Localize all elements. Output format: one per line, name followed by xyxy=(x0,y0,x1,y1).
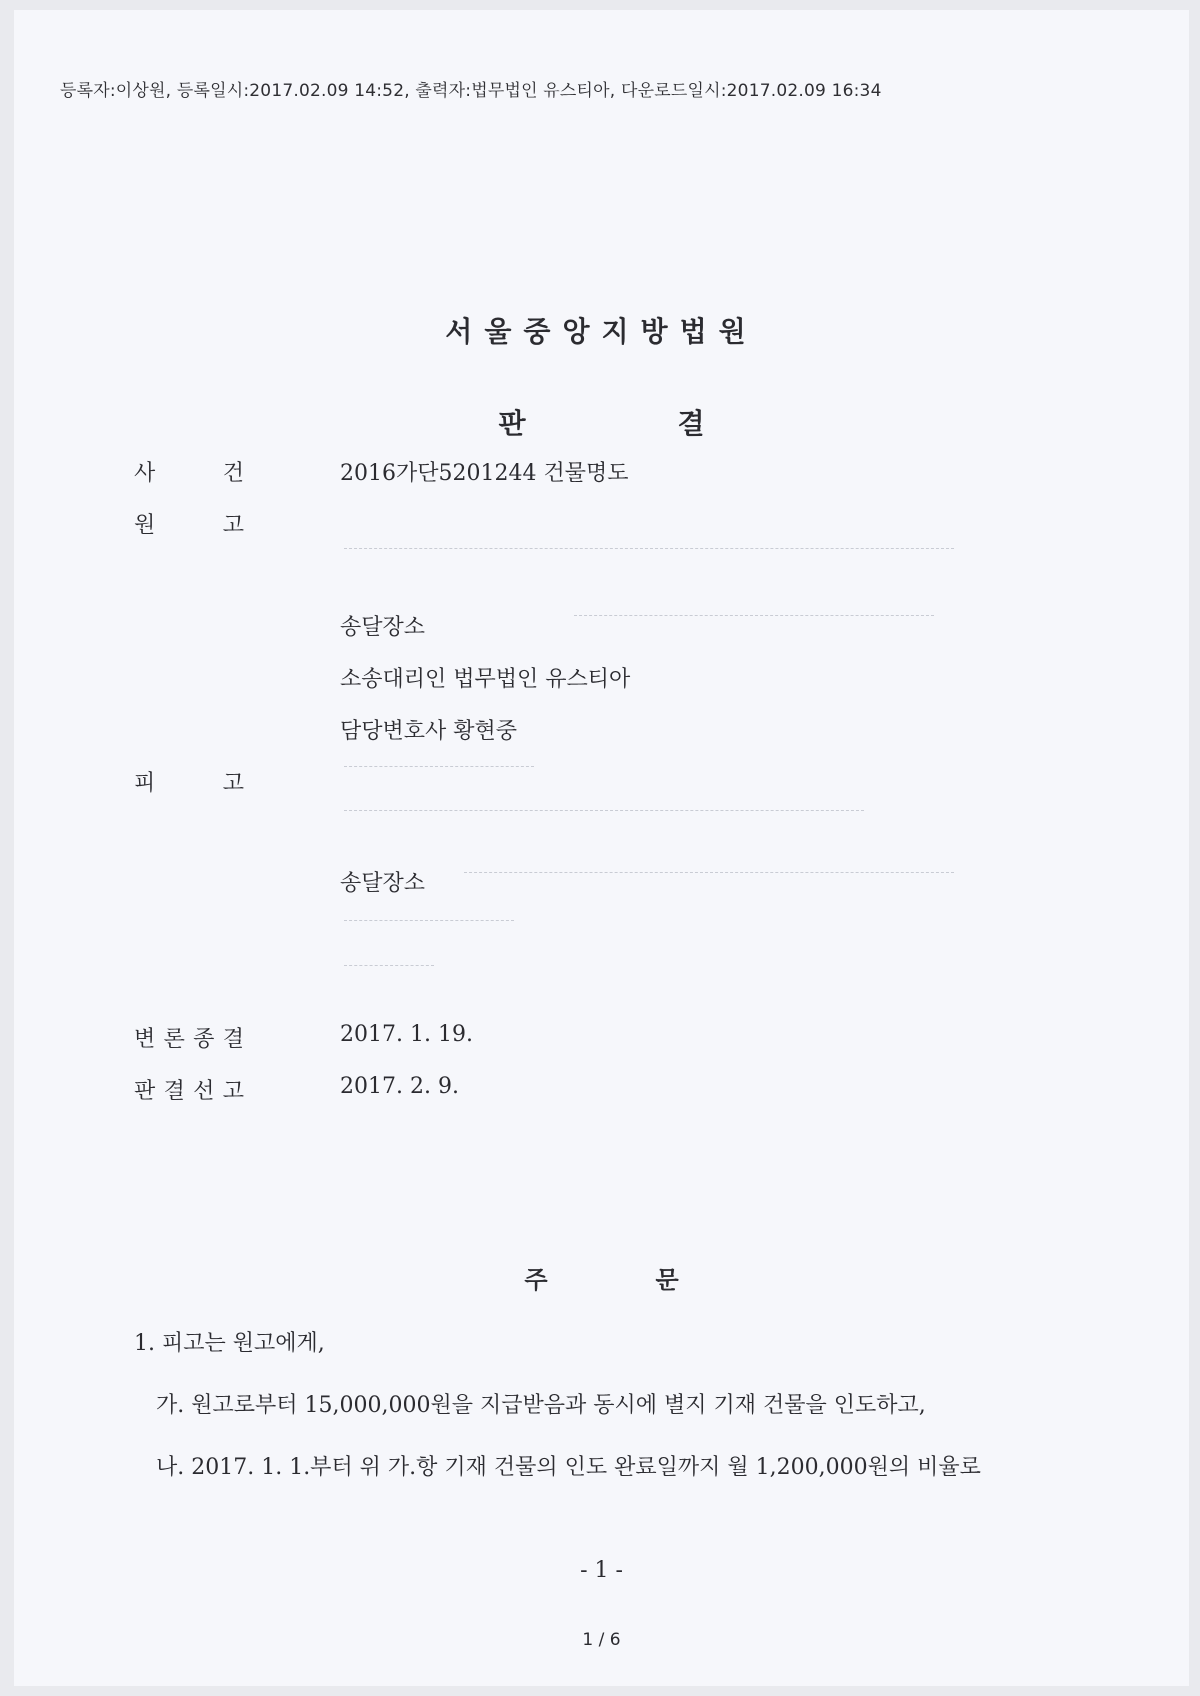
redacted-line xyxy=(344,548,954,549)
redacted-line xyxy=(344,766,534,767)
redacted-line xyxy=(344,965,434,966)
verdict-date: 2017. 2. 9. xyxy=(340,1074,459,1099)
plaintiff-legal-agent: 소송대리인 법무법인 유스티아 xyxy=(340,667,631,692)
verdict-date-label: 판 결 선 고 xyxy=(134,1079,244,1104)
case-label: 사 건 xyxy=(134,461,244,486)
court-name: 서울중앙지방법원 xyxy=(445,315,758,348)
document-page xyxy=(14,10,1189,1686)
plaintiff-service-address-label: 송달장소 xyxy=(340,615,426,640)
plaintiff-attorney: 담당변호사 황현중 xyxy=(340,719,518,744)
redacted-line xyxy=(574,615,934,616)
redacted-line xyxy=(464,872,954,873)
document-title: 판결 xyxy=(498,407,857,440)
order-item-1-ga: 가. 원고로부터 15,000,000원을 지급받음과 동시에 별지 기재 건물을 인도하고, xyxy=(156,1393,926,1418)
main-text-heading: 주문 xyxy=(524,1266,787,1294)
page-number: - 1 - xyxy=(580,1558,623,1583)
case-number: 2016가단5201244 건물명도 xyxy=(340,461,629,486)
defendant-service-address-label: 송달장소 xyxy=(340,871,426,896)
order-item-1-na: 나. 2017. 1. 1.부터 위 가.항 기재 건물의 인도 완료일까지 월 1,200,000원의 비율로 xyxy=(156,1455,981,1480)
order-item-1: 1. 피고는 원고에게, xyxy=(134,1331,325,1356)
plaintiff-label: 원 고 xyxy=(134,513,244,538)
redacted-line xyxy=(344,810,864,811)
closing-date: 2017. 1. 19. xyxy=(340,1022,473,1047)
registration-meta-line: 등록자:이상원, 등록일시:2017.02.09 14:52, 출력자:법무법인 유스티아, 다운로드일시:2017.02.09 16:34 xyxy=(60,81,882,101)
defendant-label: 피 고 xyxy=(134,771,244,796)
closing-date-label: 변 론 종 결 xyxy=(134,1027,244,1052)
page-count: 1 / 6 xyxy=(582,1630,621,1650)
redacted-line xyxy=(344,920,514,921)
